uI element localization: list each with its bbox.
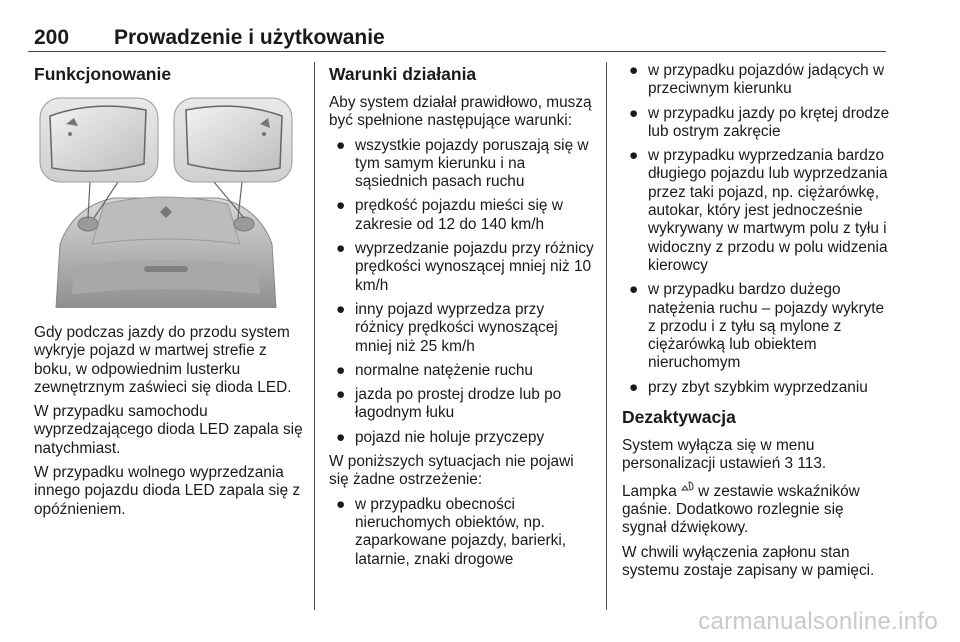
conditions-list [329, 137, 597, 447]
list-item: ● w przypadku pojazdów jadących w przeciwnym kierunku [629, 62, 885, 98]
header-rule [28, 51, 886, 52]
no-warning-list-continued [622, 62, 892, 397]
list-item: ● wyprzedzanie pojazdu przy różnicy prędkości wynoszącej mniej niż 10 km/h [336, 240, 594, 294]
paragraph: W chwili wyłączenia zapłonu stan systemu zostaje zapisany w pamięci. [622, 543, 875, 579]
bullet-icon: ● [336, 361, 346, 379]
list-item: ● jazda po prostej drodze lub po łagodnym łuku [336, 386, 562, 422]
bullet-icon: ● [629, 104, 639, 122]
column-divider-2 [606, 62, 607, 610]
bullet-icon: ● [336, 300, 346, 318]
list-item: ● normalne natężenie ruchu [336, 361, 533, 379]
list-item: ● wszystkie pojazdy poruszają się w tym samym kierunku i na sąsiednich pasach ruchu [336, 136, 589, 191]
section-heading-dezaktywacja: Dezaktywacja [622, 407, 736, 428]
list-item: ● w przypadku obecności nieruchomych obiektów, np. zaparkowane pojazdy, barierki, latarnie, znaki drogowe [336, 495, 567, 568]
page-number: 200 [34, 26, 70, 49]
column-2 [329, 62, 597, 575]
bullet-icon: ● [336, 495, 346, 513]
list-item: ● inny pojazd wyprzedza przy różnicy prędkości wynoszącej mniej niż 25 km/h [336, 300, 558, 355]
bullet-icon: ● [336, 197, 346, 215]
bullet-icon: ● [336, 240, 346, 258]
list-item: ● w przypadku bardzo dużego natężenia ruchu – pojazdy wykryte z przodu i z tyłu są mylone z ciężarówką lub obiektem nieruchomym [629, 281, 885, 372]
paragraph: Aby system działał prawidłowo, muszą być spełnione następujące warunki: [329, 94, 592, 130]
column-divider-1 [314, 62, 315, 610]
column-1 [34, 62, 304, 525]
list-item: ● w przypadku jazdy po krętej drodze lub ostrym zakręcie [629, 104, 890, 140]
mirror-led-illustration [34, 94, 298, 308]
page-reference-icon[interactable]: 3 [784, 455, 794, 473]
chapter-title: Prowadzenie i użytkowanie [114, 26, 385, 49]
list-item: ● w przypadku wyprzedzania bardzo długiego pojazdu lub wyprzedzania przez taki pojazd, np. ciężarówkę, autokar, który jest jednocześnie wykrywany w martwym polu z tyłu i widoczny z przodu w polu widzenia kierowcy [629, 147, 888, 274]
column-3 [622, 62, 892, 586]
bullet-icon: ● [336, 136, 346, 154]
paragraph: W przypadku wolnego wyprzedzania innego pojazdu dioda LED zapala się z opóźnieniem. [34, 464, 301, 518]
list-item: ● prędkość pojazdu mieści się w zakresie od 12 do 140 km/h [336, 197, 563, 233]
bullet-icon: ● [629, 62, 639, 79]
bullet-icon: ● [629, 147, 639, 165]
paragraph: W przypadku samochodu wyprzedzającego dioda LED zapala się natychmiast. [34, 403, 303, 457]
blind-spot-warning-icon [681, 483, 698, 495]
paragraph: Lampka w zestawie wskaźników gaśnie. Dodatkowo rozlegnie się sygnał dźwiękowy. [622, 482, 860, 537]
bullet-icon: ● [336, 386, 346, 404]
paragraph: System wyłącza się w menu personalizacji ustawień 3 113. [622, 437, 827, 473]
bullet-icon: ● [336, 428, 346, 446]
bullet-icon: ● [629, 378, 639, 396]
watermark: carmanualsonline.info [698, 608, 938, 635]
section-heading-funkcjonowanie: Funkcjonowanie [34, 64, 172, 84]
section-heading-warunki: Warunki działania [329, 64, 477, 84]
bullet-icon: ● [629, 281, 639, 299]
paragraph: W poniższych sytuacjach nie pojawi się żadne ostrzeżenie: [329, 453, 574, 489]
no-warning-list [329, 496, 597, 569]
list-item: ● przy zbyt szybkim wyprzedzaniu [629, 378, 868, 396]
page-header [28, 26, 888, 52]
list-item: ● pojazd nie holuje przyczepy [336, 428, 545, 446]
paragraph: Gdy podczas jazdy do przodu system wykryje pojazd w martwej strefie z boku, w odpowiednim lusterku zewnętrznym zaświeci się dioda LED. [34, 324, 292, 396]
